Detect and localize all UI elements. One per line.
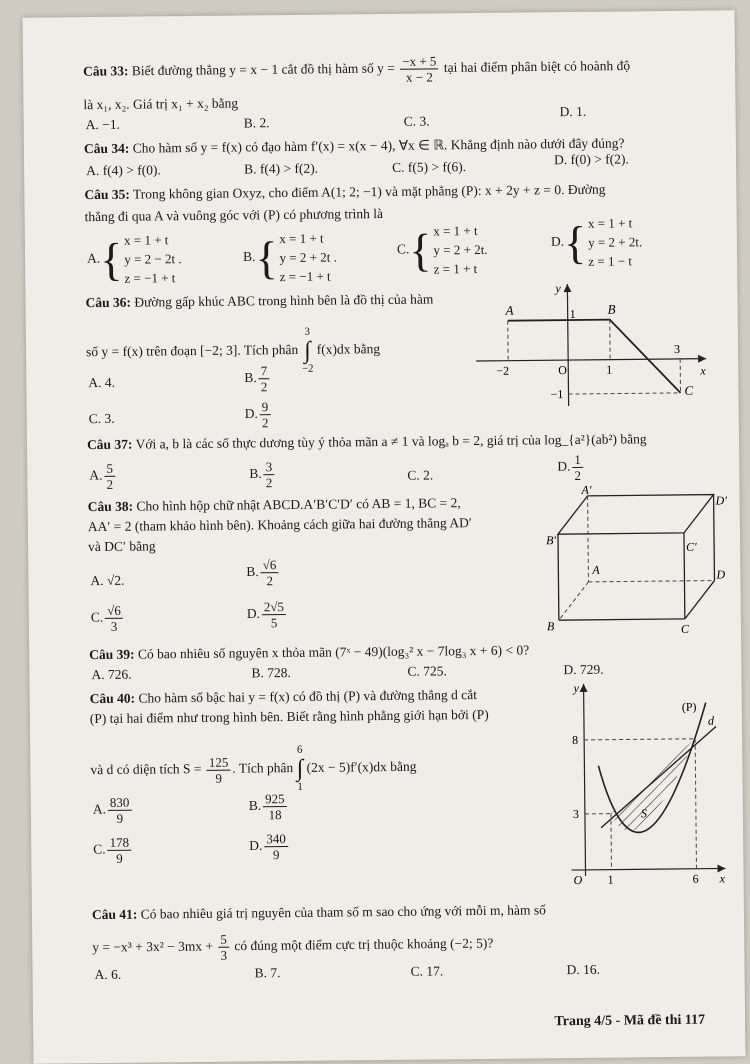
q36-tick-xm2: −2 xyxy=(496,363,510,378)
q37-text: Với a, b là các số thực dương tùy ý thỏa mãn a ≠ 1 và logₐ b = 2, giá trị của log_{a²}(ab²) bằng xyxy=(135,431,647,452)
q40-origin: O xyxy=(573,872,583,888)
q34-option-c[interactable]: C. f(5) > f(6). xyxy=(392,159,467,175)
q36-y-axis xyxy=(567,284,568,406)
q38-vertex-b1: B′ xyxy=(545,533,557,548)
q40-tick-x6: 6 xyxy=(692,871,699,886)
q39-option-a[interactable]: A. 726. xyxy=(91,666,132,683)
q36-polyline-abc xyxy=(508,319,681,395)
q38-text2: AA′ = 2 (tham khảo hình bên). Khoảng cách giữa hai đường thẳng AD′ xyxy=(87,515,472,535)
q41-option-c[interactable]: C. 17. xyxy=(410,963,444,979)
q40-label-d: d xyxy=(707,713,715,728)
q36-origin: O xyxy=(558,363,568,378)
q40-tick-x1: 1 xyxy=(607,872,614,887)
q38-option-c[interactable]: C. $\frac{√6}{3}$ xyxy=(91,603,125,634)
q38-box-figure xyxy=(543,482,731,636)
q35-option-d[interactable]: D.{x = 1 + t y = 2 + 2t. z = 1 − t xyxy=(550,215,643,269)
q36-tick-y1: 1 xyxy=(569,306,576,322)
q33-option-c[interactable]: C. 3. xyxy=(403,113,430,129)
q40-text1: Cho hàm số bậc hai y = f(x) có đồ thị (P) và đường thẳng d cắt xyxy=(138,687,477,706)
q40-text2: (P) tại hai điểm như trong hình bên. Biết rằng hình phẳng giới hạn bởi (P) xyxy=(89,706,489,727)
question-34 xyxy=(84,133,625,159)
q36-option-c[interactable]: C. 3. xyxy=(88,410,115,427)
q41-text1: Có bao nhiêu giá trị nguyên của tham số m sao cho ứng với mỗi m, hàm số xyxy=(140,902,546,922)
q38-vertex-d1: D′ xyxy=(715,493,728,508)
q39-option-b[interactable]: B. 728. xyxy=(251,664,291,681)
q40-option-a[interactable]: A. $\frac{830}{9}$ xyxy=(93,795,134,826)
q40-graph xyxy=(539,674,731,888)
q36-tick-x3: 3 xyxy=(673,341,681,356)
q39-option-d[interactable]: D. 729. xyxy=(563,661,604,678)
q40-shaded-region-s xyxy=(610,739,696,831)
q36-option-b[interactable]: B. $\frac{7}{2}$ xyxy=(244,363,268,395)
q38-option-a[interactable]: A. √2. xyxy=(90,572,125,589)
q37-option-d[interactable]: D. $\frac{1}{2}$ xyxy=(557,451,582,484)
question-41 xyxy=(92,900,546,925)
q38-top-face xyxy=(558,495,714,535)
q36-x-label: x xyxy=(700,363,706,378)
q40-label-s: S xyxy=(640,806,647,821)
q40-label-p: (P) xyxy=(681,699,697,714)
q35-text1: Trong không gian Oxyz, cho điểm A(1; 2; −1) và mặt phẳng (P): x + 2y + z = 0. Đường xyxy=(132,181,606,202)
q38-vertex-a1: A′ xyxy=(581,482,592,497)
q39-text: Có bao nhiêu số nguyên x thỏa mãn (7ˣ − 49)(log₃² x − 7log₃ x + 6) < 0? xyxy=(137,642,530,662)
q38-text1: Cho hình hộp chữ nhật ABCD.A′B′C′D′ có AB = 1, BC = 2, xyxy=(136,495,461,514)
q35-option-c[interactable]: C.{x = 1 + t y = 2 + 2t. z = 1 + t xyxy=(396,223,488,277)
q38-option-b[interactable]: B. $\frac{√6}{2}$ xyxy=(246,557,280,588)
q40-text3-line: và d có diện tích S = $\frac{125}{9}$ . Tích phân 6 ∫ 1 (2x − 5)f′(x)dx bằng xyxy=(90,743,417,793)
q41-label: Câu 41: xyxy=(91,906,138,923)
q40-y-label: y xyxy=(573,680,579,696)
q38-vertex-a: A xyxy=(592,562,600,577)
question-36 xyxy=(85,289,433,313)
q38-vertex-b: B xyxy=(546,619,555,634)
q34-label: Câu 34: xyxy=(83,140,130,157)
q34-option-b[interactable]: B. f(4) > f(2). xyxy=(244,160,319,177)
q33-text2: tại hai điểm phân biệt có hoành độ xyxy=(443,57,631,75)
q36-label: Câu 36: xyxy=(85,294,131,311)
q36-text2-line: số y = f(x) trên đoạn [−2; 3]. Tích phân 3 ∫ −2 f(x)dx bằng xyxy=(85,325,381,375)
q33-option-b[interactable]: B. 2. xyxy=(243,115,270,131)
q41-option-a[interactable]: A. 6. xyxy=(94,966,122,983)
q35-label: Câu 35: xyxy=(84,186,130,203)
question-33 xyxy=(83,51,630,88)
question-39 xyxy=(89,640,529,665)
q40-x-label: x xyxy=(719,871,725,886)
q36-option-a[interactable]: A. 4. xyxy=(88,374,116,391)
q40-tick-y3: 3 xyxy=(572,806,579,822)
q38-vertex-c: C xyxy=(680,621,690,636)
q36-y-label: y xyxy=(555,281,561,296)
q40-option-d[interactable]: D. $\frac{340}{9}$ xyxy=(249,831,290,862)
q36-graph xyxy=(465,275,716,418)
q41-text2-line: y = −x³ + 3x² − 3mx + $\frac{5}{3}$ có đúng một điểm cực trị thuộc khoảng (−2; 5)? xyxy=(92,931,494,963)
q33-fraction: $\frac{-x + 5}{x - 2}$ xyxy=(400,53,438,84)
q36-option-d[interactable]: D. $\frac{9}{2}$ xyxy=(244,399,269,431)
q40-label: Câu 40: xyxy=(89,690,136,707)
q40-y-axis xyxy=(584,684,586,876)
q33-label: Câu 33: xyxy=(83,63,129,79)
q38-option-d[interactable]: D. $\frac{2√5}{5}$ xyxy=(247,599,289,630)
question-35 xyxy=(84,180,605,205)
q39-label: Câu 39: xyxy=(89,646,135,663)
q36-label-b: B xyxy=(607,301,616,317)
q36-tick-x1: 1 xyxy=(606,362,613,377)
q36-x-axis xyxy=(476,359,706,361)
q40-line-d xyxy=(600,727,717,828)
q40-option-c[interactable]: C. $\frac{178}{9}$ xyxy=(93,835,133,866)
q36-text1: Đường gấp khúc ABC trong hình bên là đồ thị của hàm xyxy=(134,291,434,310)
q36-label-c: C xyxy=(684,382,694,398)
q35-option-a[interactable]: A.{x = 1 + t y = 2 − 2t . z = −1 + t xyxy=(86,232,182,286)
q37-option-a[interactable]: A. $\frac{5}{2}$ xyxy=(89,460,114,492)
q35-option-b[interactable]: B.{x = 1 + t y = 2 + 2t . z = −1 + t xyxy=(242,230,337,285)
q37-label: Câu 37: xyxy=(86,436,133,453)
q38-text3: và DC′ bằng xyxy=(88,538,156,555)
q40-option-b[interactable]: B. $\frac{925}{18}$ xyxy=(249,791,289,822)
q40-tick-y8: 8 xyxy=(572,732,579,748)
q41-option-d[interactable]: D. 16. xyxy=(566,961,600,978)
exam-page xyxy=(23,10,746,1063)
q33-text1: Biết đường thẳng y = x − 1 cắt đồ thị hàm số y = xyxy=(131,60,395,79)
q34-text: Cho hàm số y = f(x) có đạo hàm f′(x) = x(x − 4), ∀x ∈ ℝ. Khẳng định nào dưới đây đúng? xyxy=(132,135,625,156)
q34-option-d[interactable]: D. f(0) > f(2). xyxy=(553,151,629,168)
q40-x-axis xyxy=(571,868,725,870)
q37-option-b[interactable]: B. $\frac{3}{2}$ xyxy=(249,459,273,491)
page-footer: Trang 4/5 - Mã đề thi 117 xyxy=(554,1012,706,1030)
q33-text3: là x₁, x₂. Giá trị x₁ + x₂ bằng xyxy=(83,95,239,113)
q39-option-c[interactable]: C. 725. xyxy=(407,663,447,679)
q38-vertex-c1: C′ xyxy=(686,539,697,554)
q37-option-c[interactable]: C. 2. xyxy=(407,467,434,483)
q33-option-a[interactable]: A. −1. xyxy=(85,116,120,133)
q36-label-a: A xyxy=(505,302,514,318)
q34-option-a[interactable]: A. f(4) > f(0). xyxy=(86,162,161,179)
q38-label: Câu 38: xyxy=(87,498,134,515)
q36-tick-ym1: −1 xyxy=(550,387,564,402)
q33-option-d[interactable]: D. 1. xyxy=(559,103,587,120)
q41-option-b[interactable]: B. 7. xyxy=(254,965,281,981)
q35-text2: thẳng đi qua A và vuông góc với (P) có phương trình là xyxy=(84,205,384,225)
q38-vertex-d: D xyxy=(716,567,726,582)
